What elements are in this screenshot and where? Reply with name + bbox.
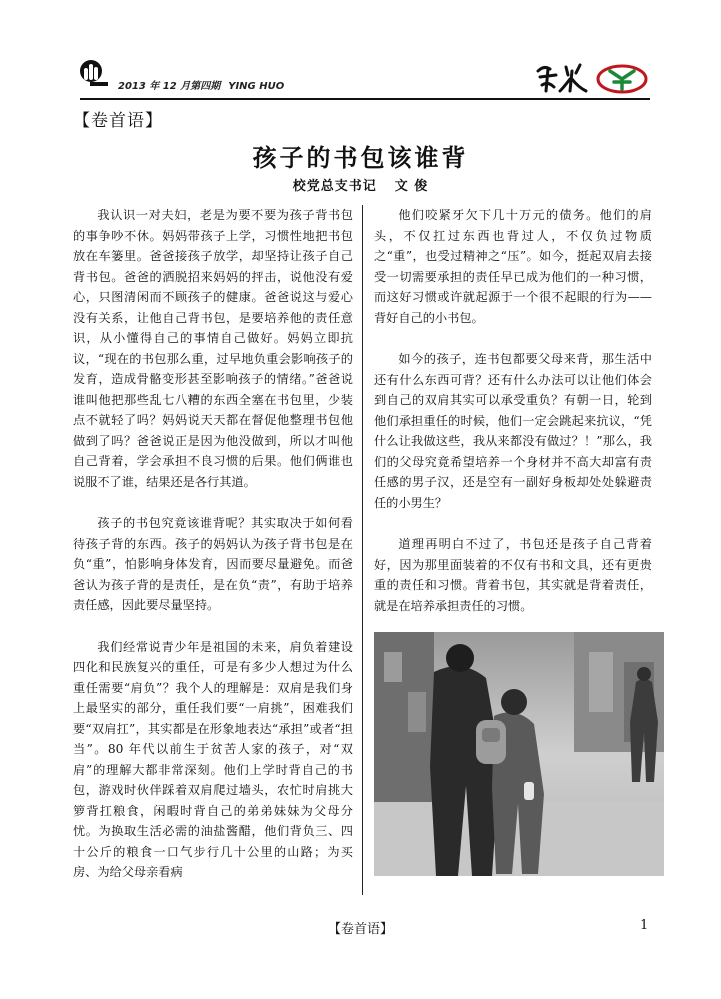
author-name: 文 俊 xyxy=(394,179,429,194)
author-role: 校党总支书记 xyxy=(292,179,377,194)
paragraph: 我认识一对夫妇，老是为要不要为孩子背书包的事争吵不休。妈妈带孩子上学，习惯性地把书包放在车篓里。爸爸接孩子放学，却坚持让孩子自己背书包。爸爸的洒脱招来妈妈的抨击，说他没有爱心，只图清闲而不顾孩子的健康。爸爸说这与爱心没有关系，让他自己背书包，是要培养他的责任意识，从小懂得自己的事情自己做好。妈妈立即抗议，“现在的书包那么重，过早地负重会影响孩子的发育，造成骨骼变形甚至影响孩子的情绪。”爸爸说谁叫他把那些乱七八糟的东西全塞在书包里，少装点不就轻了吗？妈妈说天天都在督促他整理书包他做到了吗？爸爸说正是因为他没做到，所以才叫他自己背着，学会承担不良习惯的后果。他们俩谁也说服不了谁，结果还是各行其道。 xyxy=(73,208,353,489)
header-rule xyxy=(80,98,650,100)
footer-section-label: 【卷首语】 xyxy=(327,922,393,937)
paragraph: 孩子的书包究竟该谁背呢？其实取决于如何看待孩子背的东西。孩子的妈妈认为孩子背书包是在负“重”，怕影响身体发育，因而要尽量避免。而爸爸认为孩子背的是责任，是在负“责”，有助于培养责任感，因此要尽量坚持。 xyxy=(73,516,353,612)
article-author xyxy=(0,175,721,194)
section-tag: 【卷首语】 xyxy=(73,111,163,131)
page-number: 1 xyxy=(640,918,649,933)
issue-english-name: YING HUO xyxy=(228,81,285,92)
column-divider xyxy=(362,205,363,895)
paragraph: 道理再明白不过了，书包还是孩子自己背着好，因为那里面装着的不仅有书和文具，还有更贵重的责任和习惯。背着书包，其实就是背着责任，就是在培养承担责任的习惯。 xyxy=(374,537,652,613)
article-photo xyxy=(374,632,664,876)
hand-logo-icon xyxy=(80,59,110,89)
article-column-left xyxy=(73,205,353,904)
article-column-right xyxy=(374,205,652,637)
article-title: 孩子的书包该谁背 xyxy=(252,143,469,172)
issue-date: 2013 年 12 月第四期 xyxy=(118,81,221,92)
yinghuo-brand-icon xyxy=(530,57,650,97)
paragraph: 如今的孩子，连书包都要父母来背，那生活中还有什么东西可背？还有什么办法可以让他们体会到自己的双肩其实可以承受重负？有朝一日，轮到他们承担重任的时候，他们一定会跳起来抗议，“凭什么让我做这些，我从来都没有做过？！”那么，我们的父母究竟希望培养一个身材并不高大却富有责任感的男子汉，还是空有一副好身板却处处躲避责任的小男生？ xyxy=(374,352,652,510)
paragraph: 我们经常说青少年是祖国的未来，肩负着建设四化和民族复兴的重任，可是有多少人想过为什么重任需要“肩负”？我个人的理解是：双肩是我们身上最坚实的部分，重任我们要“一肩挑”，困难我们要“双肩扛”，其实都是在形象地表达“承担”或者“担当”。80 年代以前生于贫苦人家的孩子，对“双肩”的理解大都非常深刻。他们上学时背自己的书包，游戏时伙伴踩着双肩爬过墙头，农忙时肩挑大箩背扛粮食，闲暇时背自己的弟弟妹妹为父母分忧。为换取生活必需的油盐酱醋，他们背负三、四十公斤的粮食一口气步行几十公里的山路；为买房、为给父母亲看病 xyxy=(73,639,353,879)
issue-info xyxy=(118,77,284,92)
paragraph: 他们咬紧牙欠下几十万元的债务。他们的肩头，不仅扛过东西也背过人，不仅负过物质之“重”，也受过精神之“压”。如今，挺起双肩去接受一切需要承担的责任早已成为他们的一种习惯，而这好习惯或许就起源于一个很不起眼的行为——背好自己的小书包。 xyxy=(374,208,652,325)
page-header xyxy=(80,55,650,101)
